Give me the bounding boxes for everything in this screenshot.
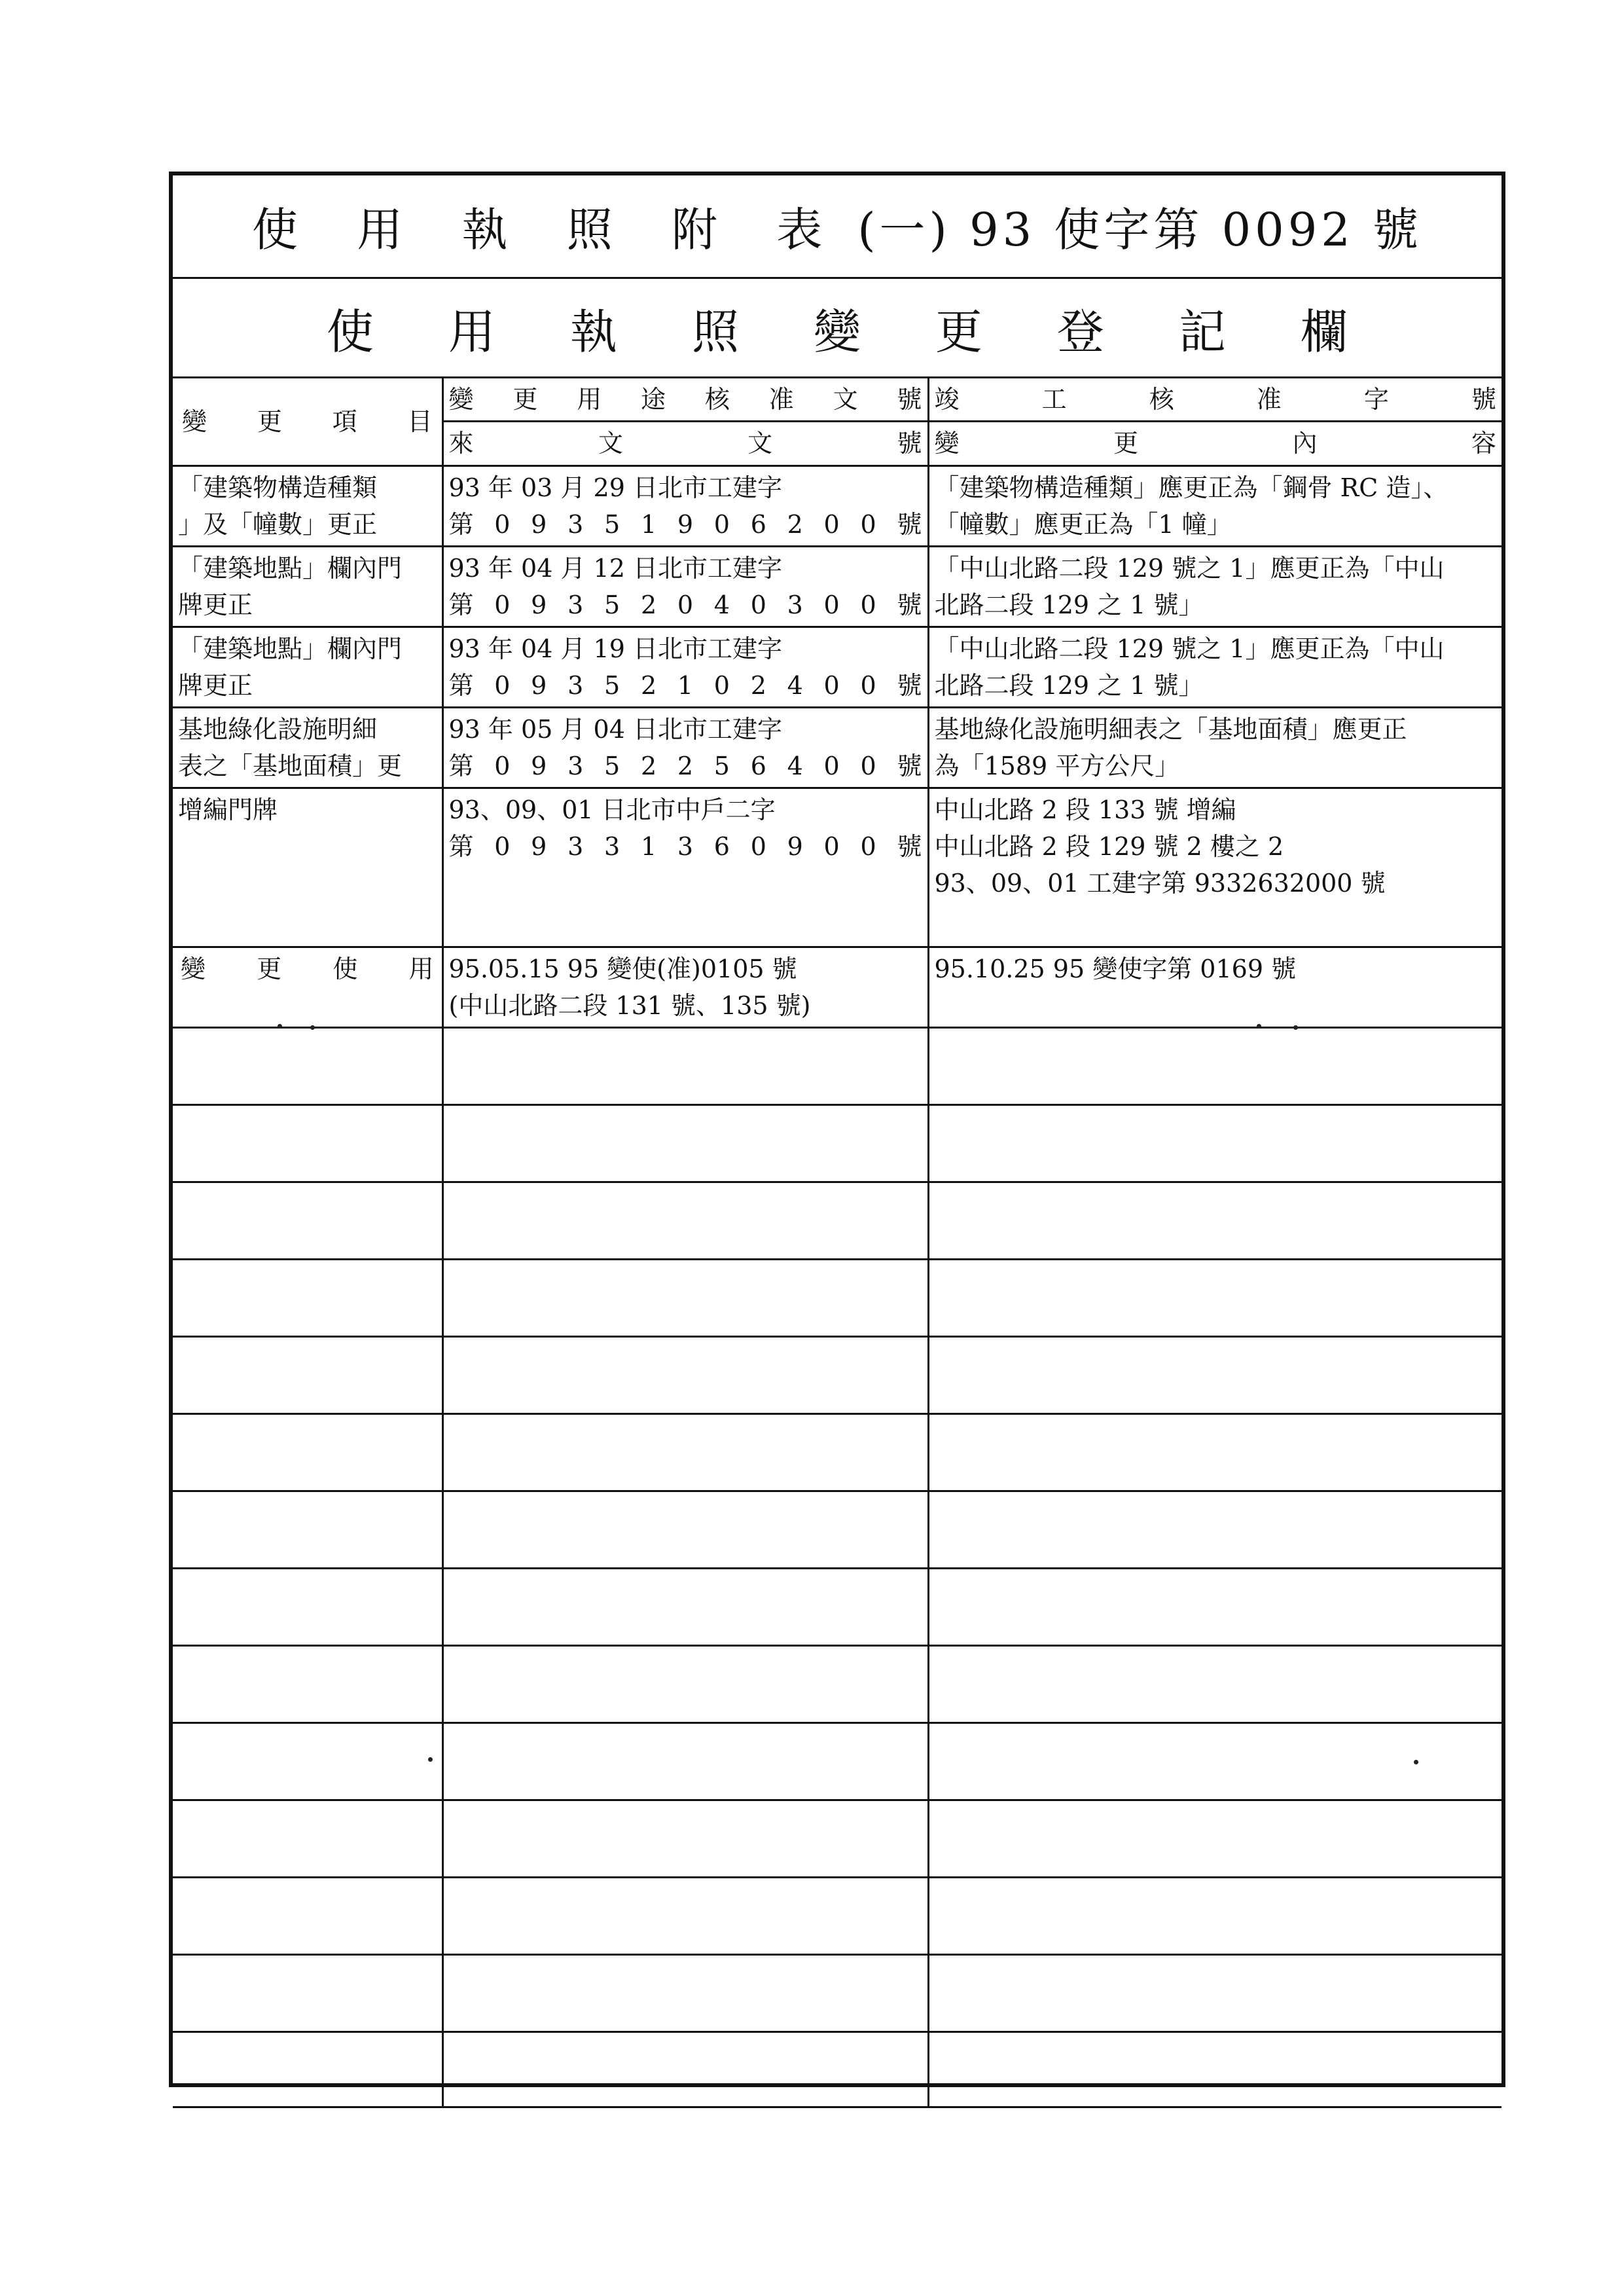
doc-number-char: 2 [640,752,657,780]
doc-number-char: 0 [494,671,511,700]
doc-number-char: 0 [860,591,876,619]
change-use-label [178,951,437,987]
label-char: 更 [1113,429,1138,458]
change-content-cell [928,788,1501,947]
change-content-line: 「幢數」應更正為「1 幢」 [934,510,1232,539]
approval-doc-number [449,748,922,784]
doc-number-char: 3 [567,671,584,700]
change-item-line: 增編門牌 [178,795,278,824]
change-content-line: 為「1589 平方公尺」 [934,752,1180,780]
doc-number-char: 9 [531,591,547,619]
doc-number-char: 0 [823,591,840,619]
scan-speck [310,1025,315,1030]
doc-number-char: 3 [787,591,803,619]
label-char: 執 [569,304,617,359]
approval-date: 93 年 05 月 04 日北市工建字 [448,715,782,744]
doc-number-char: 第 [448,752,474,780]
empty-cell [442,1260,928,1337]
approval-date: 93、09、01 日北市中戶二字 [448,795,776,824]
change-content-line: 「中山北路二段 129 號之 1」應更正為「中山 [934,634,1445,663]
change-item-line: 基地綠化設施明細 [178,715,378,744]
header-change-content [928,422,1501,466]
label-char: 竣 [934,385,960,414]
empty-cell [442,1337,928,1414]
empty-row [173,1105,1501,1182]
empty-cell [928,1337,1501,1414]
change-item-line: 「建築地點」欄內門 [178,634,403,663]
doc-number-char: 2 [750,671,766,700]
change-item-line: 「建築地點」欄內門 [178,554,403,583]
empty-cell [928,1028,1501,1105]
doc-number-char: 1 [640,510,657,539]
empty-cell [173,1723,442,1800]
label-char: 變 [813,304,861,359]
empty-cell [173,1800,442,1878]
approval-date: 93 年 04 月 19 日北市工建字 [448,634,782,663]
empty-cell [928,1878,1501,1955]
approval-doc-cell [442,547,928,627]
label-char: 使 [327,304,374,359]
doc-number-char: 6 [750,752,766,780]
approval-doc-number [449,828,922,865]
doc-number-char: 2 [677,752,694,780]
empty-row [173,1414,1501,1491]
doc-number-char: 0 [713,671,730,700]
doc-number-char: 0 [750,591,766,619]
doc-number-char: 第 [448,510,474,539]
doc-number-char: 0 [860,510,876,539]
label-char: 核 [1149,385,1174,414]
label-char: 變 [182,407,207,436]
label-char: 用 [448,304,495,359]
label-char: 目 [407,407,433,436]
empty-cell [928,1569,1501,1646]
change-content-cell [928,627,1501,708]
approval-doc-number [449,667,922,704]
doc-number-char: 0 [494,752,511,780]
change-item-cell [173,788,442,947]
label-char: 變 [181,955,206,983]
change-item-cell [173,708,442,788]
change-item-line: 牌更正 [178,591,253,619]
doc-number-char: 號 [897,591,922,619]
empty-cell [173,1028,442,1105]
change-content-line: 基地綠化設施明細表之「基地面積」應更正 [934,715,1407,744]
doc-number-char: 號 [897,832,922,861]
doc-number-char: 0 [860,752,876,780]
change-content-line: 北路二段 129 之 1 號」 [934,671,1204,700]
approval-doc-number [449,587,922,623]
doc-number-char: 4 [787,752,803,780]
approval-date: 93 年 03 月 29 日北市工建字 [448,473,782,502]
table-row [173,708,1501,788]
doc-number-char: 2 [787,510,803,539]
empty-cell [928,1260,1501,1337]
doc-number-char: 0 [677,591,694,619]
doc-number-char: 0 [494,510,511,539]
section-heading-text [327,294,1348,362]
label-char: 使 [333,955,358,983]
doc-number-char: 5 [713,752,730,780]
empty-cell [173,1414,442,1491]
approval-doc-cell [442,788,928,947]
approval-date: 93 年 04 月 12 日北市工建字 [448,554,782,583]
empty-row [173,1491,1501,1569]
doc-number-char: 0 [823,510,840,539]
doc-number-char: 1 [677,671,694,700]
empty-row [173,1878,1501,1955]
empty-cell [442,1182,928,1260]
title-prefix: 使 用 執 照 附 表 [251,203,845,257]
empty-cell [173,1569,442,1646]
empty-row [173,1800,1501,1878]
empty-cell [928,1491,1501,1569]
empty-cell [442,1105,928,1182]
doc-number-char: 0 [713,510,730,539]
section-heading [173,279,1501,378]
label-char: 文 [747,429,773,458]
doc-number-char: 0 [860,671,876,700]
doc-number-char: 6 [750,510,766,539]
change-use-approval-line: 95.05.15 95 變使(准)0105 號 [448,955,797,983]
empty-row [173,2032,1501,2107]
header-completion-no [928,378,1501,422]
doc-number-char: 3 [567,752,584,780]
approval-doc-number [449,506,922,543]
doc-number-char: 0 [494,591,511,619]
empty-cell [442,1878,928,1955]
label-char: 登 [1056,304,1104,359]
empty-cell [928,1414,1501,1491]
empty-row [173,1337,1501,1414]
empty-cell [442,1414,928,1491]
label-char: 記 [1178,304,1226,359]
change-content-line: 中山北路 2 段 133 號 增編 [934,795,1236,824]
doc-number-char: 4 [787,671,803,700]
scan-speck [278,1024,282,1029]
doc-number-char: 2 [640,591,657,619]
doc-number-char: 5 [604,510,620,539]
empty-cell [173,1955,442,2032]
label-char: 准 [1256,385,1282,414]
doc-number-char: 2 [640,671,657,700]
approval-doc-cell [442,627,928,708]
doc-number-char: 9 [531,510,547,539]
empty-cell [173,1878,442,1955]
label-char: 欄 [1300,304,1348,359]
change-content-line: 中山北路 2 段 129 號 2 樓之 2 [934,832,1284,861]
label-char: 更 [935,304,982,359]
label-char: 變 [448,385,474,414]
column-header-row [173,378,1501,422]
doc-number-char: 號 [897,510,922,539]
change-content-cell [928,547,1501,627]
scan-speck [1293,1025,1298,1030]
doc-number-char: 9 [787,832,803,861]
label-char: 項 [332,407,357,436]
empty-row [173,1260,1501,1337]
table-row-change-use [173,947,1501,1028]
empty-cell [173,1491,442,1569]
change-content-cell [928,466,1501,547]
label-char: 用 [408,955,434,983]
label-char: 更 [512,385,538,414]
label-char: 准 [768,385,794,414]
doc-number-char: 0 [494,832,511,861]
empty-cell [928,2032,1501,2107]
label-char: 號 [897,385,922,414]
change-content-cell [928,708,1501,788]
doc-number-char: 9 [677,510,694,539]
doc-number-char: 3 [567,510,584,539]
label-char: 更 [257,407,282,436]
empty-row [173,1955,1501,2032]
label-char: 字 [1363,385,1389,414]
doc-number-char: 3 [677,832,694,861]
doc-number-char: 0 [823,752,840,780]
doc-number-char: 1 [640,832,657,861]
label-char: 容 [1471,429,1496,458]
change-item-line: 「建築物構造種類 [178,473,378,502]
doc-number-char: 3 [604,832,620,861]
empty-cell [928,1646,1501,1723]
change-use-approval-line: (中山北路二段 131 號、135 號) [448,991,811,1020]
change-content-line: 「建築物構造種類」應更正為「鋼骨 RC 造」、 [934,473,1448,502]
empty-cell [442,1800,928,1878]
empty-cell [173,1646,442,1723]
empty-cell [442,1646,928,1723]
empty-cell [928,1105,1501,1182]
doc-number-char: 3 [567,832,584,861]
empty-row [173,1723,1501,1800]
empty-cell [442,1569,928,1646]
doc-number-char: 5 [604,671,620,700]
change-item-cell [173,547,442,627]
label-char: 核 [704,385,730,414]
approval-doc-cell [442,466,928,547]
document-sheet [169,172,1505,2087]
empty-row [173,1182,1501,1260]
approval-doc-cell [442,708,928,788]
label-char: 文 [598,429,623,458]
header-incoming-doc-no [442,422,928,466]
empty-cell [442,1028,928,1105]
doc-number-char: 第 [448,671,474,700]
label-char: 來 [448,429,474,458]
empty-cell [173,2032,442,2107]
empty-cell [928,1800,1501,1878]
empty-cell [928,1955,1501,2032]
doc-number-char: 6 [713,832,730,861]
change-use-approval-cell [442,947,928,1028]
empty-row [173,1028,1501,1105]
scan-speck [1414,1760,1418,1764]
empty-cell [173,1182,442,1260]
empty-row [173,1646,1501,1723]
doc-number-char: 5 [604,752,620,780]
empty-cell [442,1491,928,1569]
doc-number-char: 3 [567,591,584,619]
change-register-table [173,378,1501,2108]
change-content-line: 93、09、01 工建字第 9332632000 號 [934,869,1386,898]
empty-cell [442,2032,928,2107]
doc-number-char: 9 [531,832,547,861]
doc-number-char: 5 [604,591,620,619]
doc-number-char: 0 [823,671,840,700]
doc-number-char: 9 [531,671,547,700]
empty-row [173,1569,1501,1646]
label-char: 工 [1041,385,1067,414]
label-char: 號 [897,429,922,458]
doc-number-char: 第 [448,832,474,861]
change-content-line: 北路二段 129 之 1 號」 [934,591,1204,619]
doc-number-char: 0 [750,832,766,861]
empty-cell [173,1337,442,1414]
document-title [173,175,1501,279]
table-row [173,466,1501,547]
doc-number-char: 0 [860,832,876,861]
change-item-line: 」及「幢數」更正 [178,510,378,539]
title-suffix: (一) 93 使字第 0092 號 [857,203,1423,257]
empty-cell [928,1182,1501,1260]
change-item-cell [173,627,442,708]
doc-number-char: 號 [897,752,922,780]
header-change-item [173,378,442,466]
change-item-cell [173,466,442,547]
scan-speck [1257,1024,1261,1029]
empty-cell [173,1105,442,1182]
doc-number-char: 號 [897,671,922,700]
table-row [173,547,1501,627]
doc-number-char: 4 [713,591,730,619]
doc-number-char: 第 [448,591,474,619]
table-row [173,788,1501,947]
header-approval-doc-no [442,378,928,422]
empty-cell [173,1260,442,1337]
empty-cell [442,1723,928,1800]
label-char: 號 [1471,385,1496,414]
doc-number-char: 0 [823,832,840,861]
label-char: 途 [641,385,666,414]
table-row [173,627,1501,708]
label-char: 變 [934,429,960,458]
change-item-line: 牌更正 [178,671,253,700]
change-use-completion-cell [928,947,1501,1028]
change-use-item-cell [173,947,442,1028]
change-content-line: 「中山北路二段 129 號之 1」應更正為「中山 [934,554,1445,583]
empty-cell [442,1955,928,2032]
change-item-line: 表之「基地面積」更 [178,752,403,780]
label-char: 用 [577,385,602,414]
label-char: 更 [257,955,282,983]
label-char: 文 [833,385,858,414]
doc-number-char: 9 [531,752,547,780]
change-use-completion-line: 95.10.25 95 變使字第 0169 號 [934,955,1297,983]
label-char: 內 [1292,429,1318,458]
label-char: 照 [691,304,739,359]
scan-speck [428,1757,433,1762]
